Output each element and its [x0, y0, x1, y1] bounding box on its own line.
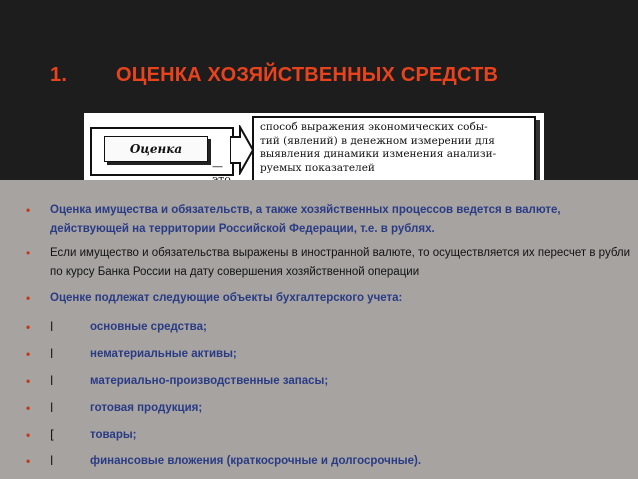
object-text: материально-производственные запасы;	[90, 375, 329, 387]
object-marker: l	[50, 374, 54, 388]
bullet-dot-icon: •	[26, 203, 31, 217]
bullet-dot-icon: •	[26, 246, 31, 260]
bullet-text: Оценка имущества и обязательств, а также хозяйственных процессов ведется в валюте, действующей на территории Российской Федерации, т.е. в рублях.	[50, 204, 561, 235]
definition-text: способ выражения экономических собы- тий (явлений) в денежном измерении для выявления динамики изменения анализи- руемых показателей	[260, 121, 497, 174]
definition-box	[252, 116, 536, 190]
bullet-dot-icon: •	[26, 374, 31, 388]
bullet-dot-icon: •	[26, 454, 31, 468]
object-text: финансовые вложения (краткосрочные и долгосрочные).	[90, 455, 422, 467]
object-text: готовая продукция;	[90, 402, 203, 414]
bullet-dot-icon: •	[26, 320, 31, 334]
bullet-dot-icon: •	[26, 428, 31, 442]
title-number: 1.	[50, 64, 68, 86]
object-text: основные средства;	[90, 321, 207, 333]
bullet-text: Если имущество и обязательства выражены в иностранной валюте, то осуществляется их пересчет в рубли по курсу Банка России на дату совершения хозяйственной операции	[50, 247, 631, 278]
object-text: товары;	[90, 429, 137, 441]
object-marker: l	[50, 347, 54, 361]
bullet-dot-icon: •	[26, 291, 31, 305]
bullet-dot-icon: •	[26, 347, 31, 361]
bullet-text: Оценке подлежат следующие объекты бухгалтерского учета:	[50, 292, 403, 304]
object-marker: l	[50, 401, 54, 415]
term-dash: —	[212, 160, 223, 173]
slide-title	[50, 64, 610, 94]
object-text: нематериальные активы;	[90, 348, 237, 360]
bullet-dot-icon: •	[26, 401, 31, 415]
term-box	[90, 127, 234, 176]
object-marker: [	[50, 428, 55, 442]
arrow-right-icon	[230, 125, 254, 175]
title-text: ОЦЕНКА ХОЗЯЙСТВЕННЫХ СРЕДСТВ	[116, 64, 499, 86]
object-marker: l	[50, 454, 54, 468]
content-panel	[0, 180, 638, 479]
term-label: Оценка	[104, 136, 208, 162]
object-marker: l	[50, 320, 54, 334]
